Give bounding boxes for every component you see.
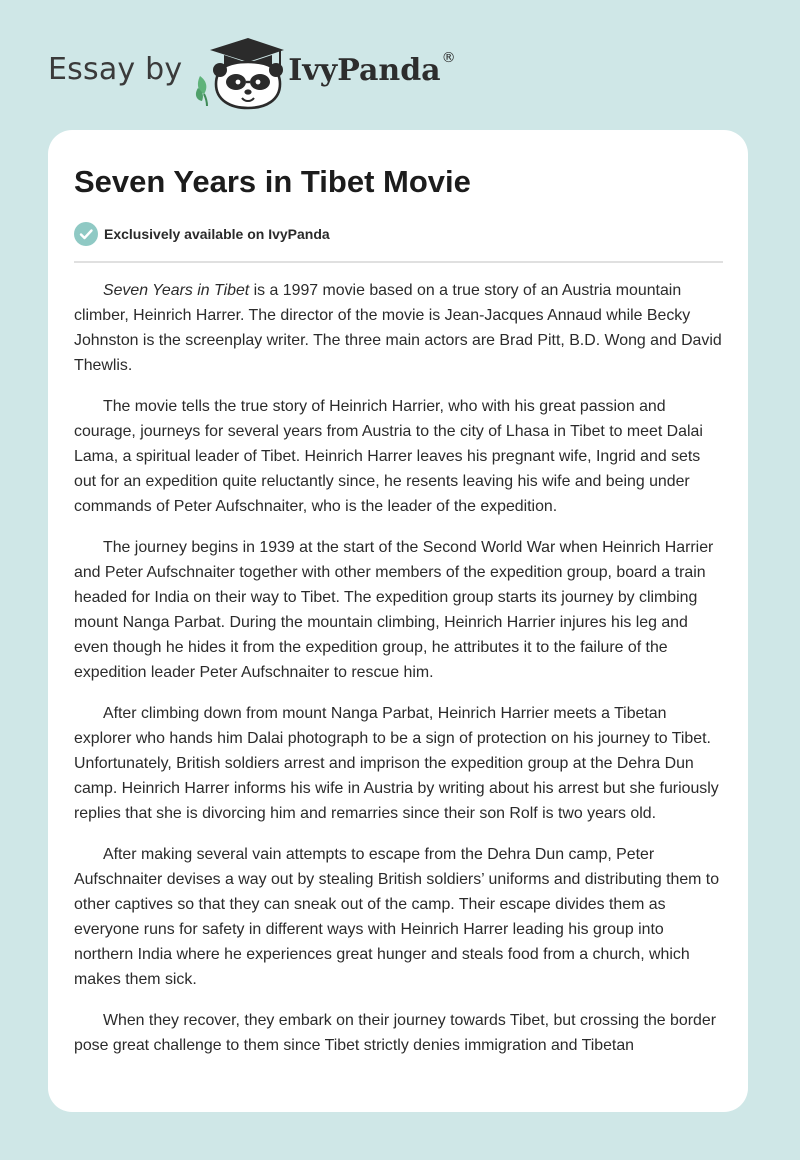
paragraph: After making several vain attempts to escape from the Dehra Dun camp, Peter Aufschnaiter devises a way out by stealing British soldiers’ uniforms and distributing them to other captives so that they can sneak out of the camp. Their escape divides them as everyone runs for safety in different ways with Heinrich Harrer leading his group into northern India where he experiences great hunger and steals food from a church, which makes them sick. xyxy=(74,846,720,988)
essay-by-label: Essay by xyxy=(48,51,183,87)
title-divider xyxy=(74,261,723,263)
exclusive-badge xyxy=(74,222,330,246)
page-title: Seven Years in Tibet Movie xyxy=(74,164,471,199)
paragraph-text: is a 1997 movie based on a true story of an Austria mountain climber, Heinrich Harrer. The director of the movie is Jean-Jacques Annaud while Becky Johnston is the screenplay writer. The three main actors are Brad Pitt, B.D. Wong and David Thewlis. xyxy=(74,282,722,374)
exclusive-badge-label: Exclusively available on IvyPanda xyxy=(104,226,330,242)
essay-card xyxy=(48,130,748,1112)
paragraph: The movie tells the true story of Heinrich Harrier, who with his great passion and courage, journeys for several years from Austria to the city of Lhasa in Tibet to meet Dalai Lama, a spiritual leader of Tibet. Heinrich Harrer leaves his pregnant wife, Ingrid and sets out for an expedition quite reluctantly since, he resents leaving his wife and being under commands of Peter Aufschnaiter, who is the leader of the expedition. xyxy=(74,398,703,515)
movie-title-italic: Seven Years in Tibet xyxy=(103,282,250,299)
paragraph: When they recover, they embark on their journey towards Tibet, but crossing the border pose great challenge to them since Tibet strictly denies immigration and Tibetan xyxy=(74,1012,716,1054)
brand-name[interactable]: IvyPanda xyxy=(288,52,441,88)
registered-mark: ® xyxy=(441,50,456,66)
paragraph: After climbing down from mount Nanga Parbat, Heinrich Harrier meets a Tibetan explorer who hands him Dalai photograph to be a sign of protection on his journey to Tibet. Unfortunately, British soldiers arrest and imprison the expedition group at the Dehra Dun camp. Heinrich Harrer informs his wife in Austria by writing about his arrest but she furiously replies that she is divorcing him and remarries since their son Rolf is two years old. xyxy=(74,705,719,822)
check-circle-icon xyxy=(74,222,98,246)
paragraph xyxy=(74,278,726,378)
panda-logo-icon[interactable] xyxy=(194,32,286,112)
paragraph: The journey begins in 1939 at the start of the Second World War when Heinrich Harrier and Peter Aufschnaiter together with other members of the expedition group, board a train headed for India on their way to Tibet. The expedition group starts its journey by climbing mount Nanga Parbat. During the mountain climbing, Heinrich Harrier injures his leg and even though he hides it from the expedition group, he attributes it to the failure of the expedition leader Peter Aufschnaiter to rescue him. xyxy=(74,539,714,681)
essay-body xyxy=(74,278,726,1074)
site-header xyxy=(48,32,456,112)
